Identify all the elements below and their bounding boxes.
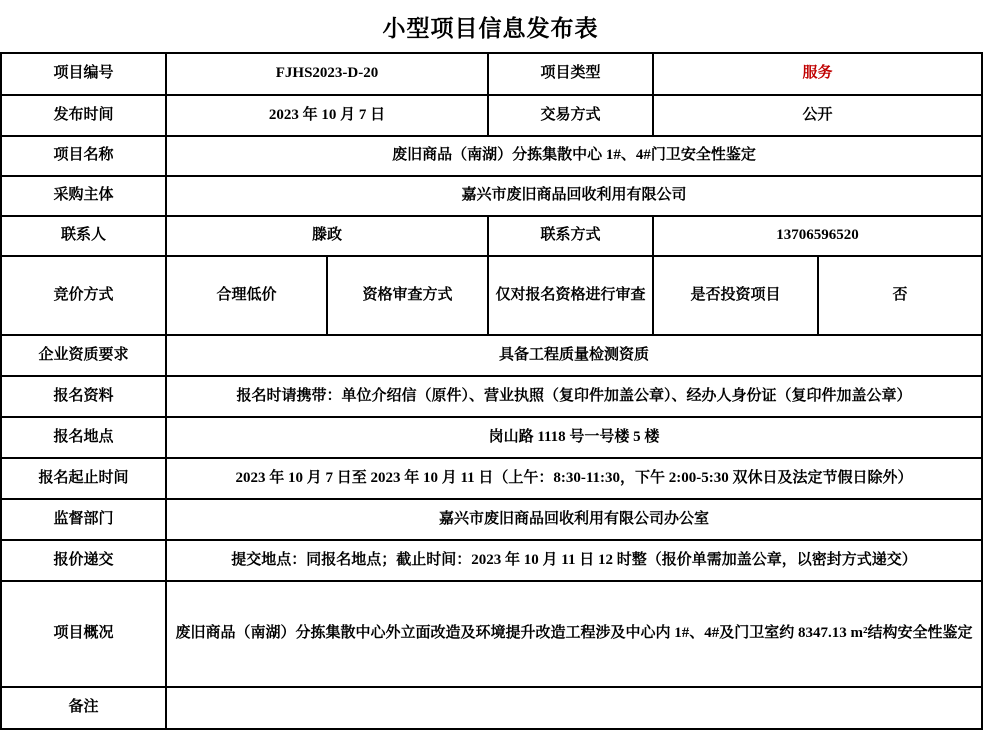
value-purchaser: 嘉兴市废旧商品回收利用有限公司 [166,176,982,216]
label-qualification-review: 资格审查方式 [327,256,488,335]
value-publish-date: 2023 年 10 月 7 日 [166,95,488,136]
value-quotation-submission: 提交地点：同报名地点；截止时间：2023 年 10 月 11 日 12 时整（报价单需加盖公章，以密封方式递交） [166,540,982,581]
value-qualification-review: 仅对报名资格进行审查 [488,256,653,335]
value-remarks [166,687,982,729]
table-row [1,95,982,136]
table-row [1,335,982,376]
value-enterprise-qualification: 具备工程质量检测资质 [166,335,982,376]
table-row [1,376,982,417]
label-quotation-submission: 报价递交 [1,540,166,581]
label-remarks: 备注 [1,687,166,729]
table-row [1,136,982,176]
value-project-name: 废旧商品（南湖）分拣集散中心 1#、4#门卫安全性鉴定 [166,136,982,176]
table-row [1,176,982,216]
label-project-overview: 项目概况 [1,581,166,687]
value-registration-period: 2023 年 10 月 7 日至 2023 年 10 月 11 日（上午：8:30-11:30，下午 2:00-5:30 双休日及法定节假日除外） [166,458,982,499]
project-info-table [0,52,983,730]
value-contact-info: 13706596520 [653,216,982,256]
value-supervision-department: 嘉兴市废旧商品回收利用有限公司办公室 [166,499,982,540]
value-registration-materials: 报名时请携带：单位介绍信（原件）、营业执照（复印件加盖公章）、经办人身份证（复印件加盖公章） [166,376,982,417]
table-row [1,687,982,729]
value-project-code: FJHS2023-D-20 [166,53,488,95]
value-bidding-method: 合理低价 [166,256,327,335]
label-publish-date: 发布时间 [1,95,166,136]
table-row [1,499,982,540]
value-investment-project: 否 [818,256,982,335]
label-project-name: 项目名称 [1,136,166,176]
table-row [1,256,982,335]
table-row [1,53,982,95]
table-row [1,458,982,499]
table-row [1,417,982,458]
label-bidding-method: 竞价方式 [1,256,166,335]
value-trade-method: 公开 [653,95,982,136]
table-row [1,581,982,687]
label-enterprise-qualification: 企业资质要求 [1,335,166,376]
table-row [1,540,982,581]
value-project-type: 服务 [653,53,982,95]
value-registration-place: 岗山路 1118 号一号楼 5 楼 [166,417,982,458]
label-registration-materials: 报名资料 [1,376,166,417]
value-contact-person: 滕政 [166,216,488,256]
label-project-code: 项目编号 [1,53,166,95]
label-supervision-department: 监督部门 [1,499,166,540]
label-purchaser: 采购主体 [1,176,166,216]
label-project-type: 项目类型 [488,53,653,95]
table-row [1,216,982,256]
label-investment-project: 是否投资项目 [653,256,818,335]
label-contact-person: 联系人 [1,216,166,256]
value-project-overview: 废旧商品（南湖）分拣集散中心外立面改造及环境提升改造工程涉及中心内 1#、4#及门卫室约 8347.13 m²结构安全性鉴定 [166,581,982,687]
label-registration-period: 报名起止时间 [1,458,166,499]
page-title: 小型项目信息发布表 [382,14,599,41]
label-contact-info: 联系方式 [488,216,653,256]
label-registration-place: 报名地点 [1,417,166,458]
label-trade-method: 交易方式 [488,95,653,136]
